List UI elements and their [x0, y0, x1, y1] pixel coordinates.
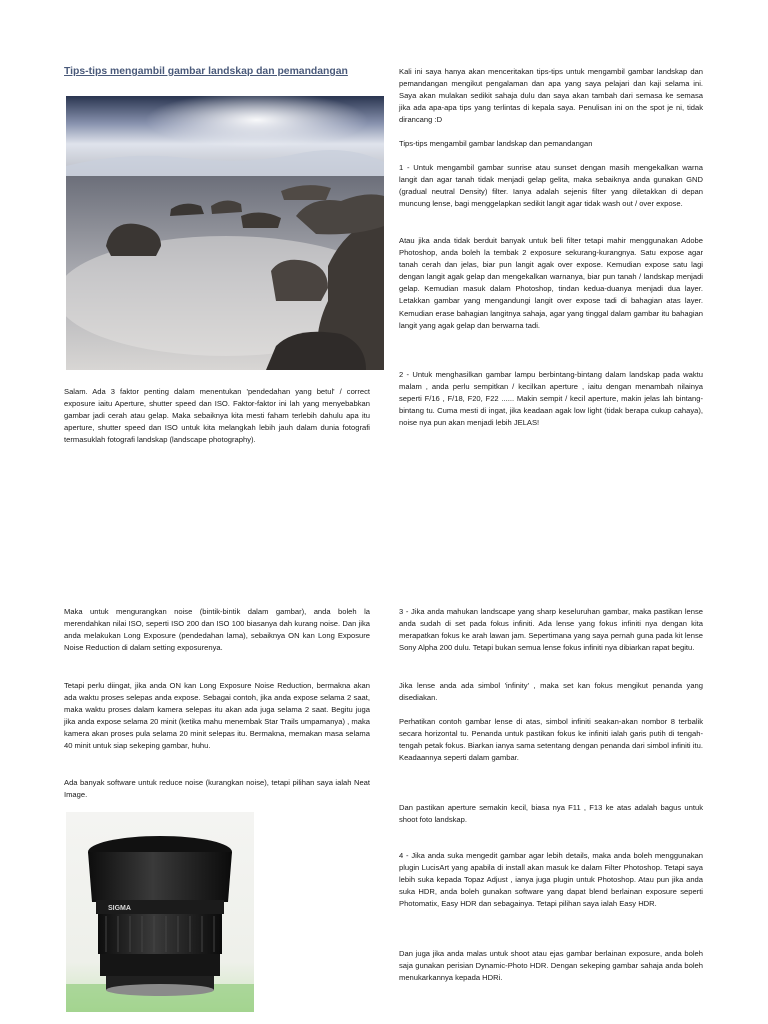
- page-title: Tips-tips mengambil gambar landskap dan pemandangan: [64, 66, 348, 77]
- intro-paragraph: Salam. Ada 3 faktor penting dalam menentukan 'pendedahan yang betul' / correct exposure iaitu Aperture, shutter speed dan ISO. Faktor-faktor ini lah yang menyebabkan gambar jadi cerah atau gelap. Maka sebaiknya kita mesti faham terlebih dahulu apa itu aperture, shutter speed dan ISO untuk kita melangkah lebih jauh dalam dunia fotografi termasuklah fotografi landskap (landscape photography).: [64, 387, 370, 445]
- infinity-symbol-paragraph: Jika lense anda ada simbol 'infinity' , maka set kan fokus mengikut penanda yang disediakan.: [399, 681, 703, 703]
- tip-2-paragraph: 2 - Untuk menghasilkan gambar lampu berbintang-bintang dalam landskap pada waktu malam , anda perlu sempitkan / kecilkan aperture , iaitu dengan menambah nilainya seperti F/16 , F/18, F20, F22 ...... Makin sempit / kecil aperture, makin jelas lah bintang-bintang tu. Cuma mesti di ingat, jika keadaan agak low light (tidak berapa cukup cahaya), noise nya pun akan menjadi lebih JELAS!: [399, 370, 703, 428]
- noise-paragraph: Maka untuk mengurangkan noise (bintik-bintik dalam gambar), anda boleh la merendahkan nilai ISO, seperti ISO 200 dan ISO 100 biasanya dah kurang noise. Dan jika anda melakukan Long Exposure (pendedahan lama), sebaiknya ON kan Long Exposure Noise Reduction di dalam setting exposurenya.: [64, 607, 370, 653]
- landscape-photo: [66, 96, 384, 370]
- lens-example-paragraph: Perhatikan contoh gambar lense di atas, simbol infiniti seakan-akan nombor 8 terbalik secara horizontal tu. Penanda untuk pastikan fokus ke infiniti ialah garis putih di tengah-tengah petak fokus. Biarkan ianya sama setentang dengan penanda dari simbol infiniti itu. Keadaannya seperti dalam gambar.: [399, 717, 703, 763]
- lens-brand-label: SIGMA: [108, 905, 131, 912]
- aperture-paragraph: Dan pastikan aperture semakin kecil, biasa nya F11 , F13 ke atas adalah bagus untuk shoot foto landskap.: [399, 803, 703, 825]
- tip-4-paragraph: 4 - Jika anda suka mengedit gambar agar lebih details, maka anda boleh menggunakan plugin LucisArt yang apabila di install akan masuk ke dalam Filter Photoshop. Tetapi saya lebih suka kepada Topaz Adjust , ianya juga plugin untuk Photoshop. Atau pun jika anda suka HDR, anda boleh gunakan software yang dapat blend berlainan exposure seperti Photomatix, Easy HDR dan sebagainya. Tetapi pilihan saya ialah Easy HDR.: [399, 851, 703, 909]
- tip-1-paragraph: 1 - Untuk mengambil gambar sunrise atau sunset dengan masih mengekalkan warna langit dan agar tanah tidak menjadi gelap gelita, maka sebaiknya anda gunakan GND (gradual neutral Density) filter. Ianya adalah sejenis filter yang diletakkan di depan muncung lense, bagi menggelapkan sedikit langit agar tidak wash out / over expose.: [399, 163, 703, 209]
- tip-3-paragraph: 3 - Jika anda mahukan landscape yang sharp keseluruhan gambar, maka pastikan lense anda sudah di set pada fokus infiniti. Ada lense yang fokus infiniti nya dengan kita merapatkan fokus ke arah lawan jam. Sepertimana yang saya pernah guna pada kit lense Sony Alpha 200 dulu. Tetapi bukan semua lense fokus infiniti nya dibiarkan rapat begitu.: [399, 607, 703, 653]
- section-heading: Tips-tips mengambil gambar landskap dan pemandangan: [399, 139, 593, 148]
- tip-1-alternative-paragraph: Atau jika anda tidak berduit banyak untuk beli filter tetapi mahir menggunakan Adobe Photoshop, anda boleh la tembak 2 exposure sekurang-kurangnya. Satu expose agar tanah cerah dan jelas, biar pun langit agak over expose. Kemudian expose satu lagi dengan langit agak gelap dan mengekalkan warnanya, biar pun tanah / landskap menjadi gelap. Kemudian masuk dalam Photoshop, tindan kedua-duanya menjadi dua layer. Letakkan gambar yang mengandungi langit over expose tadi di bahagian atas layer. Kemudian erase bahagian langitnya sahaja, agar yang tinggal dalam gambar itu bahagian langit yang agak gelap dan berwarna tadi.: [399, 236, 703, 330]
- lens-photo: [66, 812, 254, 1012]
- dynamic-photo-paragraph: Dan juga jika anda malas untuk shoot atau ejas gambar berlainan exposure, anda boleh saja gunakan perisian Dynamic-Photo HDR. Dengan sekeping gambar sahaja anda boleh menukarkannya kepada HDRi.: [399, 949, 703, 983]
- paragraph-intro-right: Kali ini saya hanya akan menceritakan tips-tips untuk mengambil gambar landskap dan pemandangan mengikut pengalaman dan apa yang saya pelajari dan kaji selama ini. Saya akan mulakan sedikit sahaja dulu dan saya akan tambah dari semasa ke semasa jika ada apa-apa tips yang terlintas di kepala saya. Penulisan ini on the spot je ni, tidak dirancang :D: [399, 67, 703, 125]
- software-paragraph: Ada banyak software untuk reduce noise (kurangkan noise), tetapi pilihan saya ialah Neat Image.: [64, 778, 370, 800]
- long-exposure-paragraph: Tetapi perlu diingat, jika anda ON kan Long Exposure Noise Reduction, bermakna akan ada waktu proses selepas anda expose. Sebagai contoh, jika anda expose selama 2 saat, maka waktu proses dalam kamera selepas itu akan ada juga selama 2 saat. Begitu juga jika anda expose selama 20 minit (ketika mahu menembak Star Trails umpamanya) , maka kamera akan proses pula selama 20 minit selepas itu. Bermakna, memakan masa selama 40 minit untuk siap sekeping gambar, huhu.: [64, 681, 370, 751]
